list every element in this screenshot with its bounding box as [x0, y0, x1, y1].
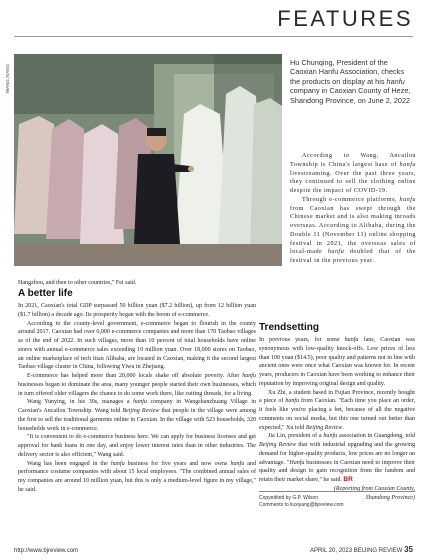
comments-email: Comments to liuxiyang@bjreview.com	[259, 502, 344, 508]
caption-text-after: company in Caoxian County of Heze, Shandong Province, on June 2, 2022	[290, 86, 411, 105]
section-title: FEATURES	[277, 6, 413, 31]
hanfu-showroom-photo	[14, 54, 282, 266]
spillover-line	[18, 279, 168, 288]
copyedit-divider	[259, 491, 415, 492]
trendsetting-column	[259, 336, 415, 502]
paragraph: According to the county-level government, e-commerce began to flourish in the county around 2017. Caoxian had over 6,000 e-commerce companies and more than 170 Taobao villages as of the end of 2022. In such villages, more than 10 percent of total households have online stores with annual e-commerce sales exceeding 10 million yuan. Over 18,000 stores on Taobao, an online marketplace of tech titan Alibaba, are located in Caoxian, making it the second largest Taobao village cluster in China, following Yiwu in Zhejiang.	[18, 320, 256, 371]
paragraph	[259, 432, 415, 485]
paragraph: Through e-commerce platforms, hanfu from Caoxian has swept through the Chinese market and is also making inroads overseas. According to Alibaba, during the Double 11 (November 11) online shopping festival in 2021, the overseas sales of local-made hanfu doubled that of the festival in the previous year.	[290, 196, 417, 264]
subheading-better-life: A better life	[18, 288, 73, 299]
right-top-column	[290, 152, 416, 266]
issue-date: APRIL 20, 2023 BEIJING REVIEW	[309, 548, 403, 554]
paragraph: Xu Zhi, a student based in Fujian Province, recently bought a piece of hanfu from Caoxian. "Each time you place an order, it feels like you're placing a bet, because of all the negative comments on social media, but this one turned out better than expected," Xu told Beijing Review.	[259, 389, 415, 431]
paragraph: Wang has been engaged in the hanfu business for five years and now owns hanfu and performance costume companies with about 15 local employees. "The combined annual sales of my companies are around 10 million yuan, but this is only a medium-level figure in my village," he said.	[18, 460, 256, 493]
header-rule	[14, 36, 413, 37]
paragraph: Hangzhou, and then to other countries," Fei said.	[18, 280, 137, 286]
paragraph: E-commerce has helped more than 20,000 locals shake off absolute poverty. After hanfu businesses began to dominate the area, many younger people started their own businesses, which in turn offered older villagers the chance to do some work there, like cutting threads, for a living.	[18, 373, 256, 397]
paragraph: "It is convenient to do e-commerce business here. We can apply for business licenses and get approval for bank loans in one day, and enjoy lower interest rates than in other industries. The delivery sector is also efficient," Wang said.	[18, 434, 256, 458]
subheading-trendsetting: Trendsetting	[259, 322, 320, 333]
copyeditor-line: Copyedited by G.P. Wilson	[259, 495, 319, 501]
paragraph: Wang Yunying, in his 30s, manages a hanfu company in Wangshanzhuang Village in Caoxian's Ancailou Township. Wang told Beijing Review that people in the village were among the first to sell the traditional garments online in Caoxian. In the village with 523 households, 320 households work in e-commerce.	[18, 399, 256, 432]
paragraph-text: Jia Lin, president of a hanfu association in Guangdong, told Beijing Review that with industrial upgrading and the growing demand for higher-quality products, low prices are no longer an advantage. "Hanfu businesses in Caoxian need to improve their quality and design to gain recognition from the fandom and retain their market share," he said.	[259, 433, 415, 483]
footer-url: http://www.bjreview.com	[14, 548, 79, 554]
page-number: 35	[404, 545, 413, 554]
photo-credit: WANG XIANG	[5, 64, 10, 94]
paragraph: In previous years, for some hanfu fans, Caoxian was synonymous with low-quality knock-offs. Low prices of less than 100 yuan ($14.5), poor quality and patterns not in line with ancient ones were once what Caoxian was known for. In recent years, producers in Caoxian have been working to enhance their reputation by improving original design and quality.	[259, 337, 415, 387]
caption-text-hanfu: hanfu	[386, 76, 405, 86]
copyedit-note	[259, 495, 419, 509]
attribution: Shandong Province)	[365, 494, 415, 501]
br-end-mark: BR	[343, 476, 353, 483]
attribution: (Reporting from Caoxian County,	[333, 485, 415, 492]
caption-text-before: Hu Chunqing, President of the Caoxian Hanfu Association, checks the products on display at his	[290, 58, 404, 86]
paragraph: According to Wang, Ancailou Township is China's largest base of hanfu livestreaming. Over the past three years, they continued to sell the clothing online despite the impact of COVID-19.	[290, 153, 416, 194]
better-life-column	[18, 302, 256, 495]
paragraph: In 2021, Caoxian's total GDP surpassed 50 billion yuan ($7.2 billion), up from 12 billion yuan ($1.7 billion) a decade ago. Its prosperity began with the boom of e-commerce.	[18, 303, 256, 318]
photo-caption	[290, 58, 416, 105]
footer-issue	[310, 545, 413, 554]
